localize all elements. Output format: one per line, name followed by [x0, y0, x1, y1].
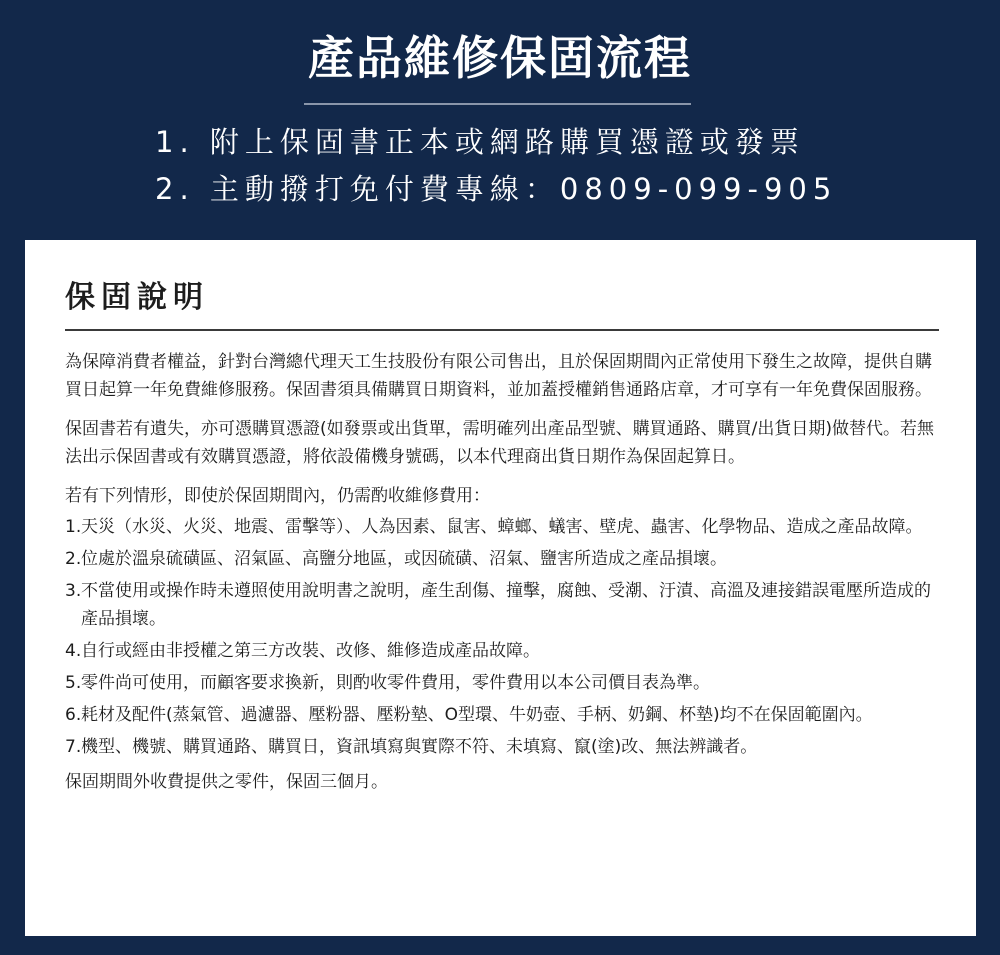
- list-intro: 若有下列情形，即使於保固期間內，仍需酌收維修費用：: [65, 486, 490, 506]
- section-title: 保固說明: [65, 280, 209, 315]
- list-item-text: 自行或經由非授權之第三方改裝、改修、維修造成產品故障。: [81, 641, 540, 661]
- step-1: 1. 附上保固書正本或網路購買憑證或發票: [155, 125, 805, 159]
- list-item-number: 6.: [65, 705, 82, 725]
- lost-certificate-paragraph: 保固書若有遺失，亦可憑購買憑證(如發票或出貨單，需明確列出產品型號、購買通路、購買/出貨日期)做替代。若無法出示保固書或有效購買憑證，將依設備機身號碼，以本代理商出貨日期作為保固起算日。: [65, 419, 934, 467]
- list-item-number: 3.: [65, 581, 82, 601]
- step-2-hotline: 2. 主動撥打免付費專線：0809-099-905: [155, 172, 838, 206]
- warranty-panel: [25, 240, 976, 936]
- list-item-number: 7.: [65, 737, 82, 757]
- list-item-text: 機型、機號、購買通路、購買日，資訊填寫與實際不符、未填寫、竄(塗)改、無法辨識者。: [81, 737, 758, 757]
- title-divider: [304, 103, 691, 105]
- list-item-text: 耗材及配件(蒸氣管、過濾器、壓粉器、壓粉墊、O型環、牛奶壺、手柄、奶鋼、杯墊)均不在保固範圍內。: [81, 705, 873, 725]
- list-item-number: 5.: [65, 673, 82, 693]
- list-item-text: 天災（水災、火災、地震、雷擊等）、人為因素、鼠害、蟑螂、蟻害、壁虎、蟲害、化學物品、造成之產品故障。: [81, 517, 923, 537]
- exclusion-list: [65, 513, 941, 761]
- list-item: [65, 701, 941, 729]
- section-divider: [65, 329, 939, 331]
- list-item: [65, 733, 941, 761]
- list-item: [65, 669, 941, 697]
- list-item: [65, 637, 941, 665]
- warranty-paragraph: 為保障消費者權益，針對台灣總代理天工生技股份有限公司售出，且於保固期間內正常使用下發生之故障，提供自購買日起算一年免費維修服務。保固書須具備購買日期資料，並加蓋授權銷售通路店章，才可享有一年免費保固服務。: [65, 352, 932, 400]
- list-item: [65, 513, 941, 541]
- list-item-number: 2.: [65, 549, 82, 569]
- list-item-number: 4.: [65, 641, 82, 661]
- page-title: 產品維修保固流程: [308, 31, 692, 85]
- footer-note: 保固期間外收費提供之零件，保固三個月。: [65, 772, 388, 792]
- list-item: [65, 577, 941, 633]
- list-item: [65, 545, 941, 573]
- warranty-content: [65, 348, 941, 807]
- list-item-text: 位處於溫泉硫磺區、沼氣區、高鹽分地區，或因硫磺、沼氣、鹽害所造成之產品損壞。: [81, 549, 727, 569]
- list-item-text: 不當使用或操作時未遵照使用說明書之說明，產生刮傷、撞擊，腐蝕、受潮、汙漬、高溫及連接錯誤電壓所造成的產品損壞。: [81, 581, 931, 629]
- list-item-number: 1.: [65, 517, 82, 537]
- list-item-text: 零件尚可使用，而顧客要求換新，則酌收零件費用，零件費用以本公司價目表為準。: [81, 673, 710, 693]
